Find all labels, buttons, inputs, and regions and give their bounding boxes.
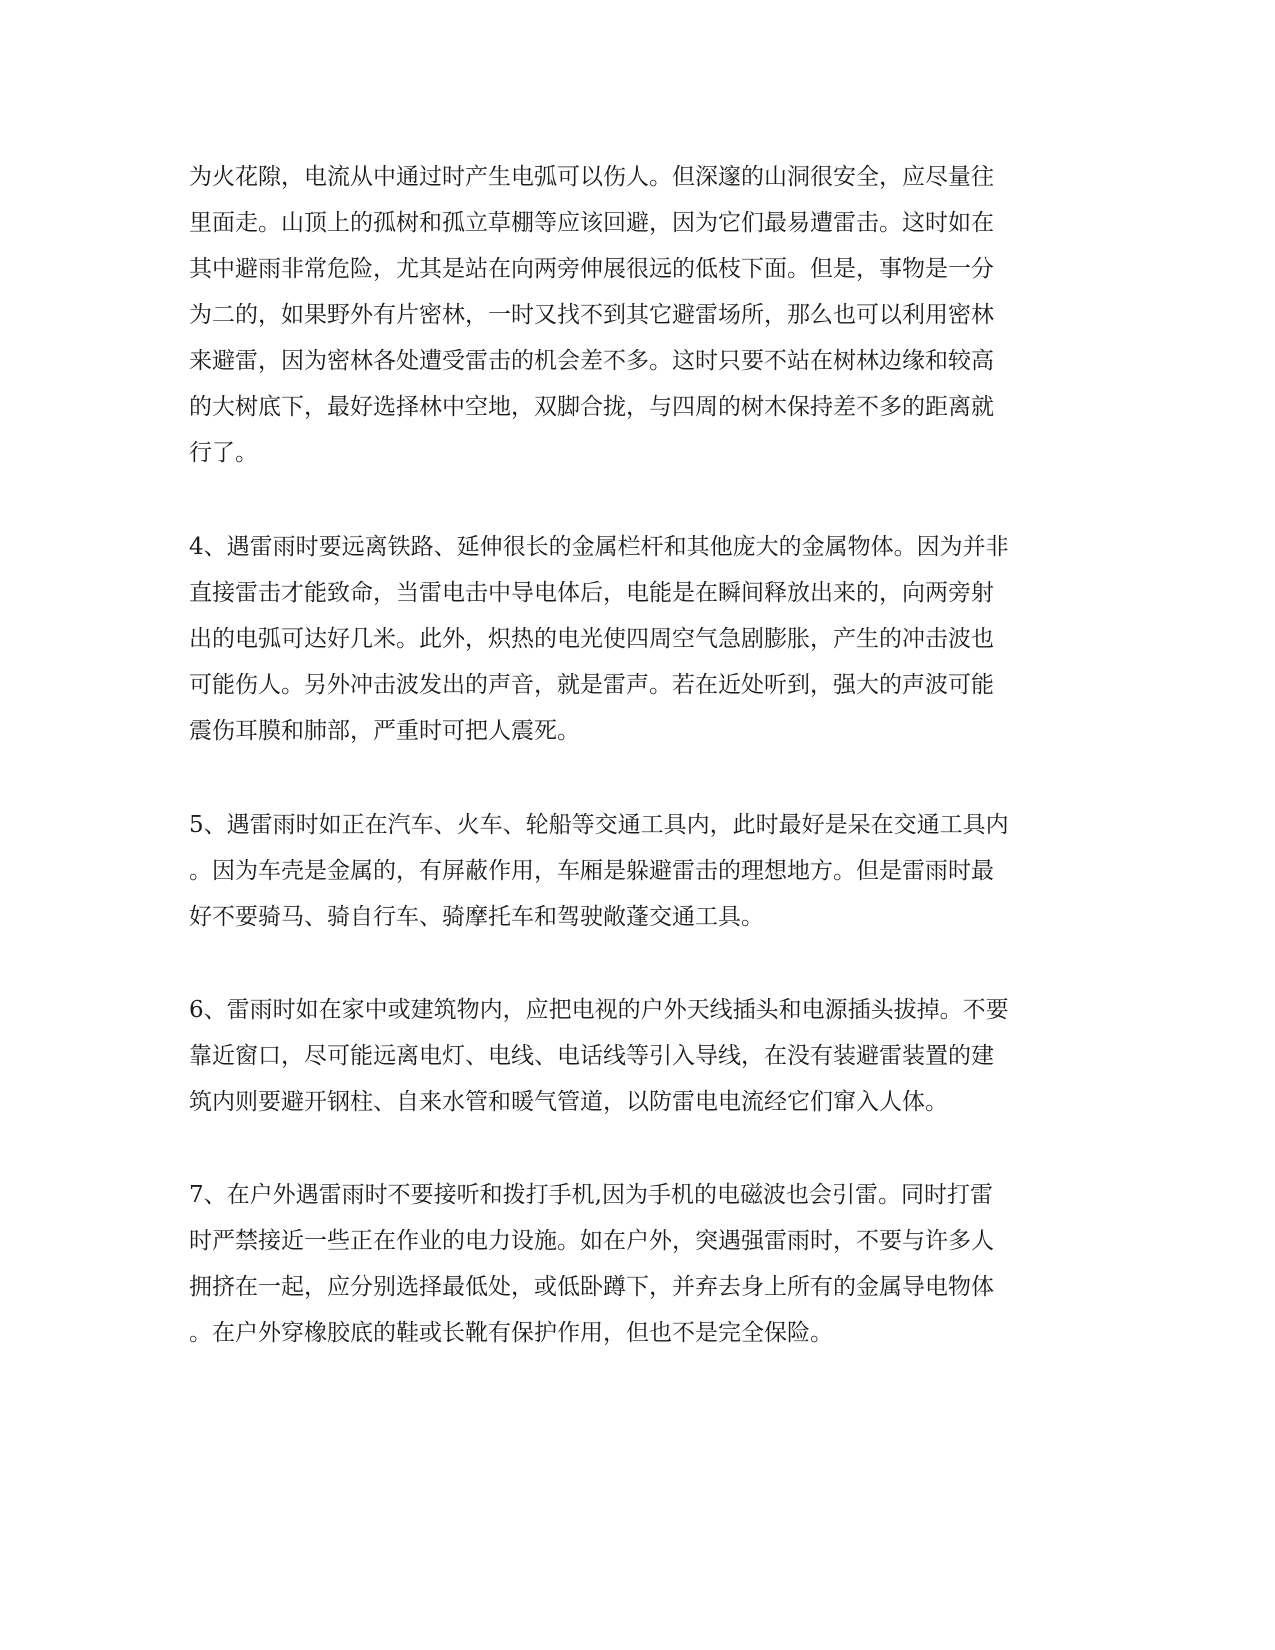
- paragraph-line: 可能伤人。另外冲击波发出的声音，就是雷声。若在近处听到，强大的声波可能: [189, 672, 994, 698]
- paragraph-line: 行了。: [189, 440, 258, 466]
- paragraph-line: 靠近窗口，尽可能远离电灯、电线、电话线等引入导线，在没有装避雷装置的建: [189, 1043, 994, 1069]
- paragraph-line: 7、在户外遇雷雨时不要接听和拨打手机,因为手机的电磁波也会引雷。同时打雷: [189, 1182, 993, 1208]
- paragraph-line: 来避雷，因为密林各处遭受雷击的机会差不多。这时只要不站在树林边缘和较高: [189, 348, 994, 374]
- paragraph-line: 其中避雨非常危险，尤其是站在向两旁伸展很远的低枝下面。但是，事物是一分: [189, 256, 994, 282]
- paragraph-line: 为二的，如果野外有片密林，一时又找不到其它避雷场所，那么也可以利用密林: [189, 302, 994, 328]
- paragraph-line: 拥挤在一起，应分别选择最低处，或低卧蹲下，并弃去身上所有的金属导电物体: [189, 1274, 994, 1300]
- paragraph-line: 出的电弧可达好几米。此外，炽热的电光使四周空气急剧膨胀，产生的冲击波也: [189, 626, 994, 652]
- paragraph-line: 。在户外穿橡胶底的鞋或长靴有保护作用，但也不是完全保险。: [189, 1320, 833, 1346]
- paragraph-line: 的大树底下，最好选择林中空地，双脚合拢，与四周的树木保持差不多的距离就: [189, 394, 994, 420]
- paragraph-line: 筑内则要避开钢柱、自来水管和暖气管道，以防雷电电流经它们窜入人体。: [189, 1089, 948, 1115]
- paragraph-line: 时严禁接近一些正在作业的电力设施。如在户外，突遇强雷雨时，不要与许多人: [189, 1228, 994, 1254]
- paragraph-line: 直接雷击才能致命，当雷电击中导电体后，电能是在瞬间释放出来的，向两旁射: [189, 580, 994, 606]
- paragraph-line: 里面走。山顶上的孤树和孤立草棚等应该回避，因为它们最易遭雷击。这时如在: [189, 210, 994, 236]
- paragraph-line: 。因为车壳是金属的，有屏蔽作用，车厢是躲避雷击的理想地方。但是雷雨时最: [189, 858, 994, 884]
- paragraph-line: 好不要骑马、骑自行车、骑摩托车和驾驶敞蓬交通工具。: [189, 904, 764, 930]
- paragraph-line: 5、遇雷雨时如正在汽车、火车、轮船等交通工具内，此时最好是呆在交通工具内: [189, 812, 1009, 838]
- paragraph-line: 为火花隙，电流从中通过时产生电弧可以伤人。但深邃的山洞很安全，应尽量往: [189, 164, 994, 190]
- paragraph-line: 震伤耳膜和肺部，严重时可把人震死。: [189, 718, 580, 744]
- paragraph-line: 4、遇雷雨时要远离铁路、延伸很长的金属栏杆和其他庞大的金属物体。因为并非: [189, 534, 1009, 560]
- paragraph-line: 6、雷雨时如在家中或建筑物内，应把电视的户外天线插头和电源插头拔掉。不要: [189, 997, 1009, 1023]
